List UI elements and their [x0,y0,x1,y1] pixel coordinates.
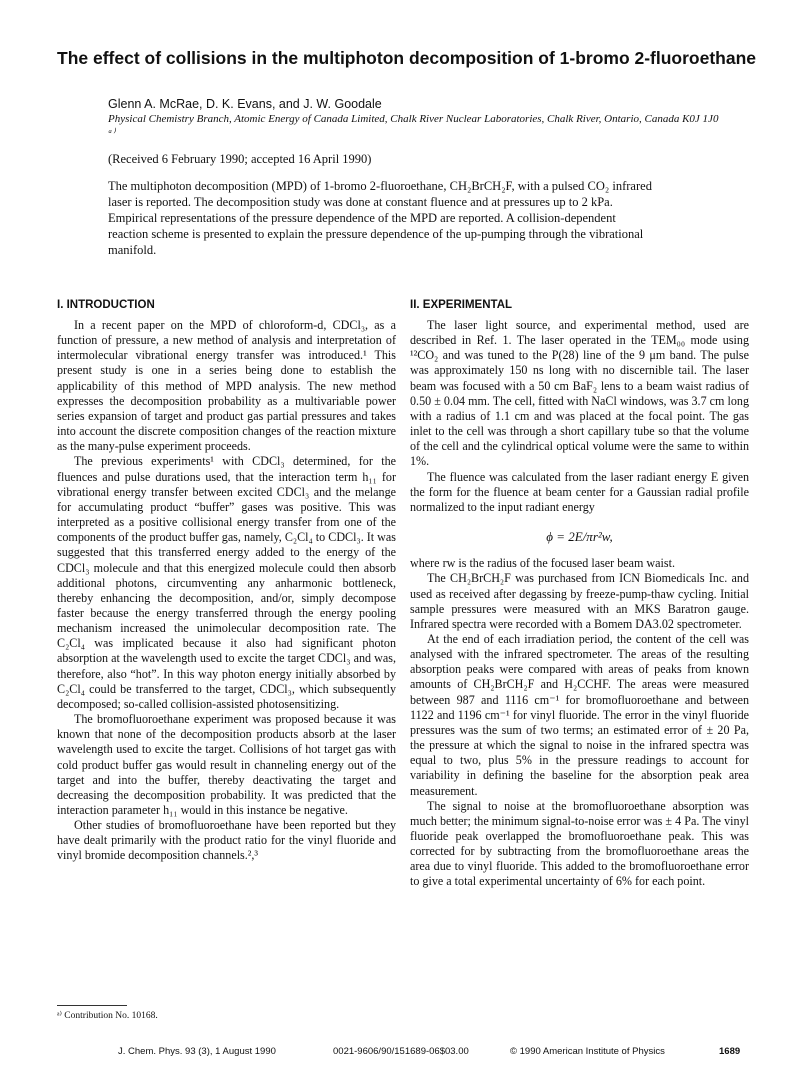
exp-paragraph-3: where rw is the radius of the focused laser beam waist. [410,556,675,571]
section-heading-experimental: II. EXPERIMENTAL [410,299,513,311]
page-number: 1689 [719,1046,741,1057]
footnote-rule [57,1005,127,1006]
intro-paragraph-4: Other studies of bromofluoroethane have been reported but they have dealt primarily with the product ratio for the vinyl fluoride and vinyl bromide decomposition channels.²,³ [57,818,396,863]
footer-code: 0021-9606/90/151689-06$03.00 [333,1046,469,1057]
exp-paragraph-4: The CH₂BrCH₂F was purchased from ICN Biomedicals Inc. and used as received after degassing by freeze-pump-thaw cycling. Initial sample pressures were measured with an MKS Baratron gauge. Infrared spectra were recorded with a Bomem DA3.02 spectrometer. [410,571,749,631]
right-column [410,298,749,890]
exp-paragraph-6: The signal to noise at the bromofluoroethane absorption was much better; the minimum signal-to-noise error was ± 4 Pa. The vinyl fluoride peak overlapped the bromofluoroethane peak. This was corrected for by subtracting from the bromofluoroethane areas the area due to vinyl fluoride. This added to the bromofluoroethane error to give a total experimental uncertainty of 6% for each point. [410,798,749,889]
fluence-equation: ϕ = 2E/πr²w, [546,529,613,545]
paper-title: The effect of collisions in the multiphoton decomposition of 1-bromo 2-fluoroethane [57,48,757,68]
left-column [57,298,396,864]
exp-paragraph-1: The laser light source, and experimental method, used are described in Ref. 1. The laser operated in the TEM₀₀ mode using ¹²CO₂ and was tuned to the P(28) line of the 9 μm band. The pulse was approximately 150 ns long with no discernible tail. The laser beam was focused with a 50 cm BaF₂ lens to a beam waist radius of 0.50 ± 0.04 mm. The cell, fitted with NaCl windows, was 3.7 cm long with a radius of 1.1 cm and was placed at the focal point. The gas inlet to the cell was through a short capillary tube so that the volume of the cell and the cylindrical optical volume were the same to within 1%. [410,318,749,469]
intro-paragraph-1: In a recent paper on the MPD of chloroform-d, CDCl₃, as a function of pressure, a new method of analysis and interpretation of intermolecular vibrational energy transfer was introduced.¹ This present study is one in a series being done to establish the applicability of this method of MPD analysis. The new method expresses the decomposition probability as a multivariable power series expansion of target and product gas partial pressures and takes into account the discrete composition changes of the reaction mixture as the many-pulse experiment proceeds. [57,318,396,454]
footer-journal: J. Chem. Phys. 93 (3), 1 August 1990 [118,1046,276,1057]
footnote: ᵃ⁾ Contribution No. 10168. [57,1011,158,1021]
footer-copyright: © 1990 American Institute of Physics [510,1046,665,1057]
affiliation: Physical Chemistry Branch, Atomic Energy of Canada Limited, Chalk River Nuclear Laboratories, Chalk River, Ontario, Canada K0J 1J0 ᵃ⁾ [108,113,719,139]
exp-paragraph-2: The fluence was calculated from the laser radiant energy E given the form for the fluence at beam center for a Gaussian radial profile normalized to the input radiant energy [410,469,749,514]
exp-paragraph-5: At the end of each irradiation period, the content of the cell was analysed with the infrared spectrometer. The areas of the resulting absorption peaks were compared with areas of peaks from known amounts of CH₂BrCH₂F and H₂CCHF. The areas were measured between 987 and 1116 cm⁻¹ for bromofluoroethane and between 1122 and 1196 cm⁻¹ for vinyl fluoride. The error in the vinyl fluoride pressures was the sum of two terms; an estimated error of ± 20 Pa, the pressure at which the signal to noise in the infrared spectra was equal to two, plus 5% in the pressure readings to account for variability in defining the baseline for the absorption peak area measurement. [410,631,749,798]
intro-paragraph-2: The previous experiments¹ with CDCl₃ determined, for the fluences and pulse durations used, that the interaction term h₁₁ for vibrational energy transfer between excited CDCl₃ and the melange for accumulating product “buffer” gases was positive. This was interpreted as a positive collisional energy transfer from one of the components of the product buffer gas, namely, C₂Cl₄ to CDCl₃. It was suggested that this transferred energy added to the energy of the CDCl₃ molecule and that this energized molecule could then absorb additional photons, circumventing any anharmonic bottleneck, thereby enhancing the decomposition, and/or, simply decompose faster because the energy transferred through the energy pooling mechanism increased the unimolecular decomposition rate. The C₂Cl₄ was implicated because it also had significant photon absorption at the wavelength used to excite the target CDCl₃ and was, therefore, also “hot”. In this way photon energy initially absorbed by C₂Cl₄ could be transferred to the target, CDCl₃, which subsequently decomposed; so-called collision-assisted photosensitizing. [57,454,396,711]
author-list: Glenn A. McRae, D. K. Evans, and J. W. Goodale [108,97,382,111]
abstract: The multiphoton decomposition (MPD) of 1-bromo 2-fluoroethane, CH₂BrCH₂F, with a pulsed CO₂ infrared laser is reported. The decomposition study was done at constant fluence and at pressures up to 2 kPa. Empirical representations of the pressure dependence of the MPD are reported. A collision-dependent reaction scheme is presented to explain the pressure dependence of the up-pumping through the vibrational manifold. [108,179,652,257]
received-dates: (Received 6 February 1990; accepted 16 April 1990) [108,152,372,166]
intro-paragraph-3: The bromofluoroethane experiment was proposed because it was known that none of the decomposition products absorb at the laser wavelength used to excite the target. Collisions of hot target gas with cold product buffer gas would result in channeling energy out of the target and into the buffer, thereby deactivating the target and decreasing the decomposition probability. It was predicted that the interaction parameter h₁₁ would in this instance be negative. [57,712,396,817]
section-heading-introduction: I. INTRODUCTION [57,299,155,311]
